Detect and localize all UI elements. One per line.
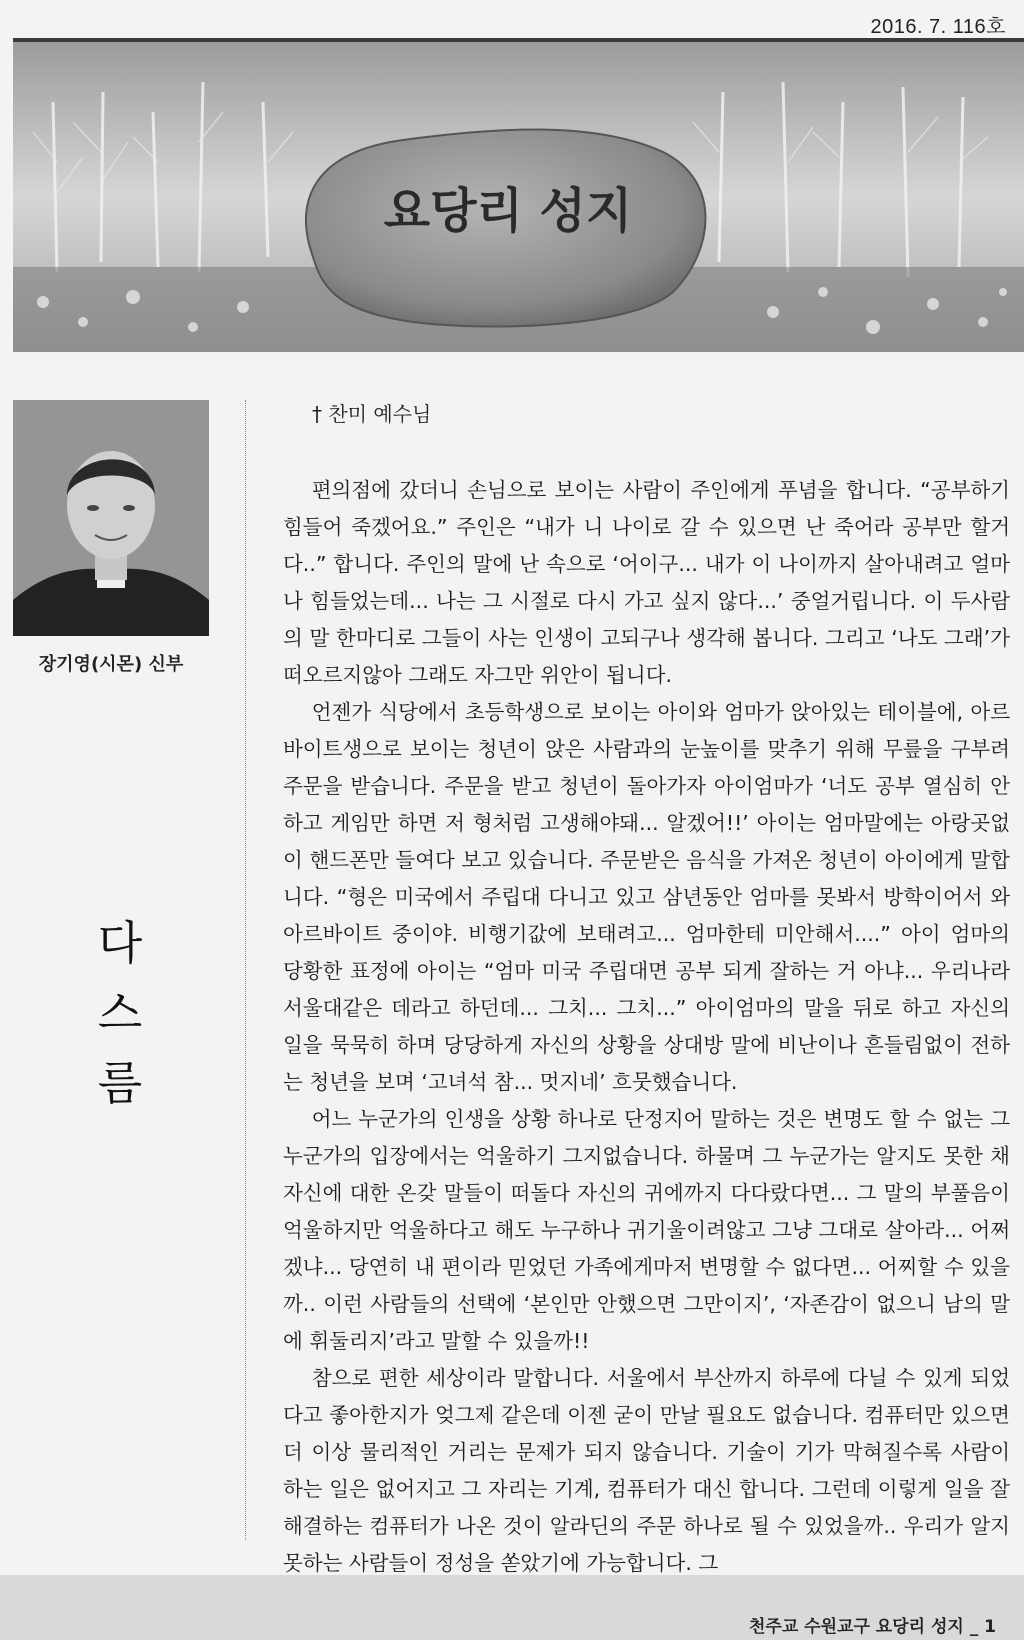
banner-title: 요당리 성지 [383,183,633,239]
article-paragraph: 어느 누군가의 인생을 상황 하나로 단정지어 말하는 것은 변명도 할 수 없는 그 누군가의 입장에서는 억울하기 그지없습니다. 하물며 그 누군가는 알지도 못한 채 자신에 대한 온갖 말들이 떠돌다 자신의 귀에까지 다다랐다면... 그 말의 부풀음이 억울하지만 억울하다고 해도 누구하나 귀기울이려않고 그냥 그대로 살아라... 어쩌겠냐... 당연히 내 편이라 믿었던 가족에게마저 변명할 수 없다면... 어찌할 수 있을까.. 이런 사람들의 선택에 ‘본인만 안했으면 그만이지’, ‘자존감이 없으니 남의 말에 휘둘리지’라고 말할 수 있을까!! [283,1107,1010,1353]
column-title-char: 스 [97,986,143,1040]
author-name: 장기영(시몬) 신부 [38,654,184,675]
author-photo [13,400,209,636]
article-paragraph: 참으로 편한 세상이라 말합니다. 서울에서 부산까지 하루에 다닐 수 있게 되었다고 좋아한지가 엊그제 같은데 이젠 굳이 만날 필요도 없습니다. 컴퓨터만 있으면 더 이상 물리적인 거리는 문제가 되지 않습니다. 기술이 기가 막혀질수록 사람이 하는 일은 없어지고 그 자리는 기계, 컴퓨터가 대신 합니다. 그런데 이렇게 일을 잘 해결하는 컴퓨터가 나온 것이 알라딘의 주문 하나로 될 수 있었을까.. 우리가 알지 못하는 사람들이 정성을 쏟았기에 가능합니다. 그 [283,1366,1010,1575]
column-divider [245,400,246,1540]
article-body [283,472,1010,1582]
header-banner [13,38,1024,352]
issue-date: 2016. 7. 116호 [870,16,1006,38]
article-paragraph: 언젠가 식당에서 초등학생으로 보이는 아이와 엄마가 앉아있는 테이블에, 아르바이트생으로 보이는 청년이 앉은 사람과의 눈높이를 맞추기 위해 무릎을 구부려 주문을 받습니다. 주문을 받고 청년이 돌아가자 아이엄마가 ‘너도 공부 열심히 안하고 게임만 하면 저 형처럼 고생해야돼... 알겠어!!’ 아이는 엄마말에는 아랑곳없이 핸드폰만 들여다 보고 있습니다. 주문받은 음식을 가져온 청년이 아이에게 말합니다. “형은 미국에서 주립대 다니고 있고 삼년동안 엄마를 못봐서 방학이어서 와 아르바이트 중이야. 비행기값에 보태려고... 엄마한테 미안해서....” 아이 엄마의 당황한 표정에 아이는 “엄마 미국 주립대면 공부 되게 잘하는 거 아냐... 우리나라 서울대같은 데라고 하던데... 그치... 그치...” 아이엄마의 말을 뒤로 하고 자신의 일을 묵묵히 하며 당당하게 자신의 상황을 상대방 말에 비난이나 흔들림없이 전하는 청년을 보며 ‘고녀석 참... 멋지네’ 흐뭇했습니다. [283,700,1010,1094]
column-title-char: 다 [97,916,143,970]
column-title-char: 름 [97,1056,143,1110]
banner-illustration [13,42,1024,352]
footer-text: 천주교 수원교구 요당리 성지 _ 1 [749,1617,996,1637]
greeting: † 찬미 예수님 [312,402,432,426]
column-title [70,908,170,1118]
article-paragraph: 편의점에 갔더니 손님으로 보이는 사람이 주인에게 푸념을 합니다. “공부하기 힘들어 죽겠어요.” 주인은 “내가 니 나이로 갈 수 있으면 난 죽어라 공부만 할거다..” 합니다. 주인의 말에 난 속으로 ‘어이구... 내가 이 나이까지 살아내려고 얼마나 힘들었는데... 나는 그 시절로 다시 가고 싶지 않다...’ 중얼거립니다. 이 두사람의 말 한마디로 그들이 사는 인생이 고되구나 생각해 봅니다. 그리고 ‘나도 그래’가 떠오르지않아 그래도 자그만 위안이 됩니다. [283,478,1010,687]
